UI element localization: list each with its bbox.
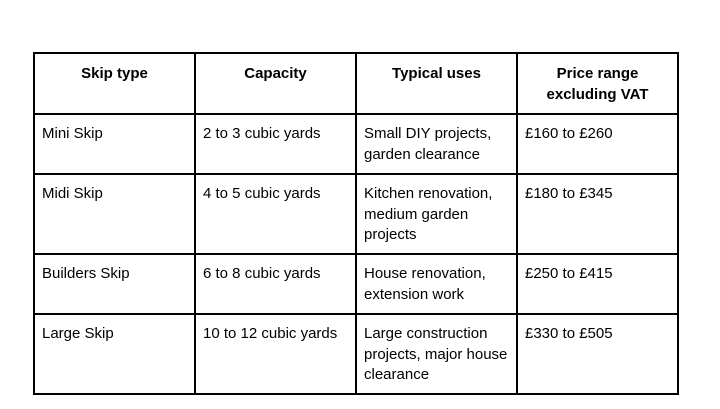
typical-uses-cell: Large construction projects, major house clearance: [356, 314, 517, 394]
capacity-cell: 10 to 12 cubic yards: [195, 314, 356, 394]
capacity-cell: 6 to 8 cubic yards: [195, 254, 356, 314]
column-header-price-range: Price range excluding VAT: [517, 53, 678, 114]
price-range-cell: £180 to £345: [517, 174, 678, 254]
table-header-row: [34, 53, 678, 114]
table-row: [34, 314, 678, 394]
skip-type-cell: Mini Skip: [34, 114, 195, 174]
capacity-cell: 2 to 3 cubic yards: [195, 114, 356, 174]
table-row: [34, 254, 678, 314]
table-row: [34, 174, 678, 254]
table-row: [34, 114, 678, 174]
typical-uses-cell: House renovation, extension work: [356, 254, 517, 314]
typical-uses-cell: Kitchen renovation, medium garden projects: [356, 174, 517, 254]
skip-price-table: [33, 52, 679, 395]
column-header-typical-uses: Typical uses: [356, 53, 517, 114]
skip-type-cell: Large Skip: [34, 314, 195, 394]
column-header-skip-type: Skip type: [34, 53, 195, 114]
skip-price-table-container: [33, 52, 679, 395]
skip-type-cell: Midi Skip: [34, 174, 195, 254]
skip-type-cell: Builders Skip: [34, 254, 195, 314]
capacity-cell: 4 to 5 cubic yards: [195, 174, 356, 254]
typical-uses-cell: Small DIY projects, garden clearance: [356, 114, 517, 174]
price-range-cell: £250 to £415: [517, 254, 678, 314]
price-range-cell: £330 to £505: [517, 314, 678, 394]
price-range-cell: £160 to £260: [517, 114, 678, 174]
column-header-capacity: Capacity: [195, 53, 356, 114]
